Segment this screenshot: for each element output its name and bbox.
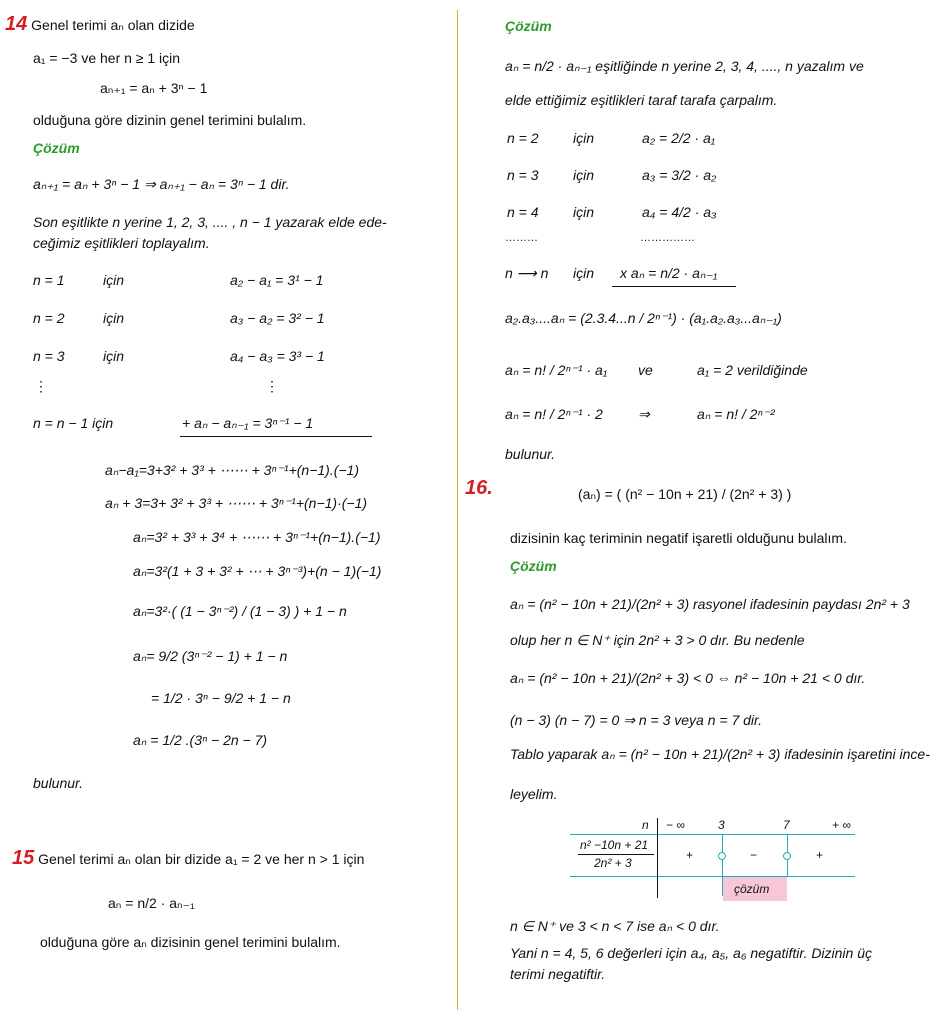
problem-16-number: 16. [465, 477, 493, 499]
problem-14-cozum-heading: Çözüm [33, 140, 80, 156]
p15-product-rule [612, 286, 736, 287]
p14-bulunur: bulunur. [33, 775, 84, 791]
p15-bulunur: bulunur. [505, 446, 556, 462]
column-divider [457, 10, 458, 1010]
p15-row-icin: için [573, 167, 595, 183]
problem-14-recurrence: aₙ₊₁ = aₙ + 3ⁿ − 1 [100, 80, 208, 96]
table-expr-numerator: n² −10n + 21 [580, 838, 649, 852]
table-rule-vertical [657, 818, 658, 898]
p15-dots-right: …………… [640, 232, 695, 244]
p15-last-eq: x aₙ = n/2 · aₙ₋₁ [620, 265, 718, 281]
problem-14-step-2a: Son eşitlikte n yerine 1, 2, 3, .... , n − 1 yazarak elde ede- [33, 214, 387, 230]
p16-step-5: Tablo yaparak aₙ = (n² − 10n + 21)/(2n² + 3) ifadesinin işaretini ince- [510, 746, 930, 762]
p14-row-n: n = 2 [33, 310, 65, 326]
table-root-3: 3 [718, 818, 725, 832]
p16-conclusion-3: terimi negatiftir. [510, 966, 606, 982]
p15-product-2b: ve [638, 362, 653, 378]
p14-derivation-8: aₙ = 1/2 .(3ⁿ − 2n − 7) [133, 732, 268, 748]
root-marker-3 [718, 852, 726, 860]
root-marker-7 [783, 852, 791, 860]
p14-row-icin: için [103, 272, 125, 288]
problem-14-step-1: aₙ₊₁ = aₙ + 3ⁿ − 1 ⇒ aₙ₊₁ − aₙ = 3ⁿ − 1 dir. [33, 176, 290, 192]
p14-derivation-6: aₙ= 9/2 (3ⁿ⁻² − 1) + 1 − n [133, 648, 288, 664]
p15-row-n: n = 2 [507, 130, 539, 146]
p14-dots-left: ⋮ [34, 378, 48, 394]
problem-15-number: 15 [12, 847, 35, 869]
p16-conclusion-2: Yani n = 4, 5, 6 değerleri için a₄, a₅, a₆ negatiftir. Dizinin üç [510, 945, 873, 961]
p14-sum-rule [180, 436, 372, 437]
sign-negative: − [750, 848, 758, 862]
p15-product-3c: aₙ = n! / 2ⁿ⁻² [697, 406, 775, 422]
p15-step-2: elde ettiğimiz eşitlikleri taraf tarafa çarpalım. [505, 92, 778, 108]
p16-conclusion-1: n ∈ N⁺ ve 3 < n < 7 ise aₙ < 0 dır. [510, 918, 720, 934]
p15-step-1: aₙ = n/2 · aₙ₋₁ eşitliğinde n yerine 2, 3, 4, ...., n yazalım ve [505, 58, 864, 74]
p15-product-3b: ⇒ [638, 406, 650, 422]
p14-derivation-7: = 1/2 · 3ⁿ − 9/2 + 1 − n [151, 690, 291, 706]
p15-last-n: n ⟶ n [505, 265, 549, 281]
table-n-label: n [642, 818, 649, 832]
sign-table [570, 818, 855, 908]
p15-row-eq: a₃ = 3/2 · a₂ [642, 167, 717, 183]
p14-derivation-1: aₙ−a₁=3+3² + 3³ + ⋯⋯ + 3ⁿ⁻¹+(n−1).(−1) [105, 462, 360, 478]
p14-row-icin: için [103, 310, 125, 326]
p14-derivation-4: aₙ=3²(1 + 3 + 3² + ⋯ + 3ⁿ⁻³)+(n − 1)(−1) [133, 563, 382, 579]
problem-15-recurrence: aₙ = n/2 · aₙ₋₁ [108, 895, 195, 911]
problem-14-number: 14 [5, 13, 28, 35]
table-expr-fraction-bar [578, 854, 654, 855]
p15-last-icin: için [573, 265, 595, 281]
problem-15-intro: Genel terimi aₙ olan bir dizide a₁ = 2 ve her n > 1 için [38, 851, 365, 867]
table-minus-inf: − ∞ [666, 818, 685, 832]
p16-step-1: aₙ = (n² − 10n + 21)/(2n² + 3) rasyonel ifadesinin paydası 2n² + 3 [510, 596, 910, 612]
p16-step-2: olup her n ∈ N⁺ için 2n² + 3 > 0 dır. Bu nedenle [510, 632, 805, 648]
p15-product-2c: a₁ = 2 verildiğinde [697, 362, 808, 378]
p15-product-3: aₙ = n! / 2ⁿ⁻¹ · 2 [505, 406, 603, 422]
p14-last-eq: + aₙ − aₙ₋₁ = 3ⁿ⁻¹ − 1 [182, 415, 314, 431]
p16-step-4: (n − 3) (n − 7) = 0 ⇒ n = 3 veya n = 7 dir. [510, 712, 763, 728]
p15-product-1: a₂.a₃....aₙ = (2.3.4...n / 2ⁿ⁻¹) · (a₁.a₂.a₃...aₙ₋₁) [505, 310, 782, 326]
p16-step-6: leyelim. [510, 786, 558, 802]
p14-derivation-3: aₙ=3² + 3³ + 3⁴ + ⋯⋯ + 3ⁿ⁻¹+(n−1).(−1) [133, 529, 381, 545]
problem-14-intro: Genel terimi aₙ olan dizide [31, 17, 195, 33]
p15-row-n: n = 4 [507, 204, 539, 220]
p14-row-n: n = 3 [33, 348, 65, 364]
p14-row-eq: a₃ − a₂ = 3² − 1 [230, 310, 325, 326]
table-rule-top [570, 834, 855, 835]
p16-step-3: aₙ = (n² − 10n + 21)/(2n² + 3) < 0 ⇔ n² − 10n + 21 < 0 dır. [510, 670, 866, 686]
p14-row-n: n = 1 [33, 272, 65, 288]
p14-row-eq: a₄ − a₃ = 3³ − 1 [230, 348, 325, 364]
p15-product-2: aₙ = n! / 2ⁿ⁻¹ · a₁ [505, 362, 608, 378]
problem-14-task: olduğuna göre dizinin genel terimini bulalım. [33, 112, 307, 128]
p14-derivation-5: aₙ=3²·( (1 − 3ⁿ⁻²) / (1 − 3) ) + 1 − n [133, 603, 347, 619]
table-rule-mid [570, 876, 855, 877]
p14-dots-right: ⋮ [265, 378, 279, 394]
p14-derivation-2: aₙ + 3=3+ 3² + 3³ + ⋯⋯ + 3ⁿ⁻¹+(n−1)·(−1) [105, 495, 368, 511]
problem-15-task: olduğuna göre aₙ dizisinin genel terimini bulalım. [40, 934, 341, 950]
table-plus-inf: + ∞ [832, 818, 851, 832]
p15-row-icin: için [573, 204, 595, 220]
p15-row-icin: için [573, 130, 595, 146]
problem-14-header [5, 12, 195, 36]
table-root-7: 7 [783, 818, 790, 832]
p15-dots-left: ……… [505, 232, 538, 244]
table-expr-denominator: 2n² + 3 [594, 856, 632, 870]
p15-row-eq: a₂ = 2/2 · a₁ [642, 130, 716, 146]
p14-row-icin: için [103, 348, 125, 364]
sign-positive-1: + [686, 848, 694, 862]
p15-row-eq: a₄ = 4/2 · a₃ [642, 204, 717, 220]
problem-16-cozum-heading: Çözüm [510, 558, 557, 574]
problem-16-sequence: (aₙ) = ( (n² − 10n + 21) / (2n² + 3) ) [578, 486, 792, 502]
problem-14-condition: a₁ = −3 ve her n ≥ 1 için [33, 50, 181, 66]
p14-last-n: n = n − 1 için [33, 415, 114, 431]
p15-row-n: n = 3 [507, 167, 539, 183]
problem-15-header [12, 846, 364, 870]
p14-row-eq: a₂ − a₁ = 3¹ − 1 [230, 272, 324, 288]
table-cozum-label: çözüm [734, 882, 770, 896]
problem-14-step-2b: ceğimiz eşitlikleri toplayalım. [33, 235, 210, 251]
sign-positive-2: + [816, 848, 824, 862]
problem-16-task: dizisinin kaç teriminin negatif işaretli olduğunu bulalım. [510, 530, 847, 546]
problem-15-cozum-heading: Çözüm [505, 18, 552, 34]
